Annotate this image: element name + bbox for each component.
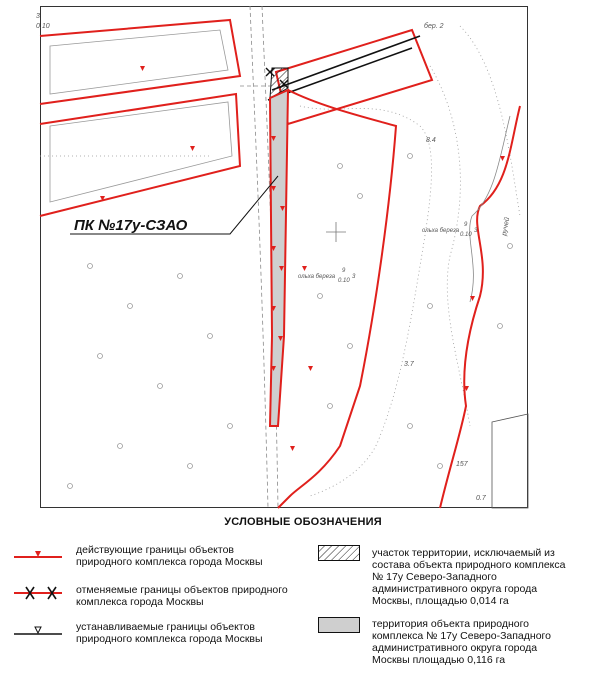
legend-new-line2: природного комплекса города Москвы [76, 633, 263, 645]
legend-existing-line2: природного комплекса города Москвы [76, 556, 263, 568]
legend-excluded-line5: Москвы, площадью 0,014 га [372, 595, 509, 607]
legend-territory-line4: Москвы площадью 0,116 га [372, 654, 506, 666]
legend-excluded-line4: административного округа города [372, 583, 538, 595]
legend-symbol-new [14, 624, 62, 638]
legend-territory-line3: административного округа города [372, 642, 538, 654]
legend-symbol-cancelled [14, 585, 62, 601]
road-top-label: бер. 2 [424, 23, 444, 30]
legend-excluded-line3: № 17у Северо-Западного [372, 571, 497, 583]
spot-157: 157 [456, 461, 468, 468]
legend-cancelled-line1: отменяемые границы объектов природного [76, 584, 288, 596]
legend-title: УСЛОВНЫЕ ОБОЗНАЧЕНИЯ [224, 516, 382, 528]
legend-excluded-line2: состава объекта природного комплекса [372, 559, 566, 571]
forest-2-den: 0.10 [338, 278, 350, 284]
legend-territory-line1: территория объекта природного [372, 618, 530, 630]
forest-1-num: 9 [464, 222, 468, 228]
map-canvas [36, 6, 528, 508]
legend-territory-line2: комплекса № 17у Северо-Западного [372, 630, 551, 642]
legend-symbol-gray [318, 617, 360, 633]
spot-8-4: 8.4 [426, 137, 436, 144]
forest-2-num: 9 [342, 268, 346, 274]
legend-symbol-hatched [318, 545, 360, 561]
legend-new-line1: устанавливаемые границы объектов [76, 621, 255, 633]
forest-1-den: 0.10 [460, 232, 472, 238]
top-fraction-den: 0.10 [36, 23, 50, 30]
spot-0-7: 0.7 [476, 495, 486, 502]
top-fraction-num: 3 [36, 13, 40, 20]
forest-1-text: ольха береза [422, 228, 460, 234]
legend-cancelled-line2: комплекса города Москвы [76, 596, 204, 608]
legend-symbol-existing [14, 547, 62, 561]
pk-label: ПК №17у-СЗАО [74, 217, 188, 234]
forest-2-sup: 3 [352, 274, 356, 280]
forest-1-sup: 3 [474, 228, 478, 234]
legend-excluded-line1: участок территории, исключаемый из [372, 547, 555, 559]
forest-2-text: ольха береза [298, 274, 336, 280]
spot-3-7: 3.7 [404, 361, 414, 368]
legend-existing-line1: действующие границы объектов [76, 544, 235, 556]
stream-label: ручей [501, 216, 512, 237]
